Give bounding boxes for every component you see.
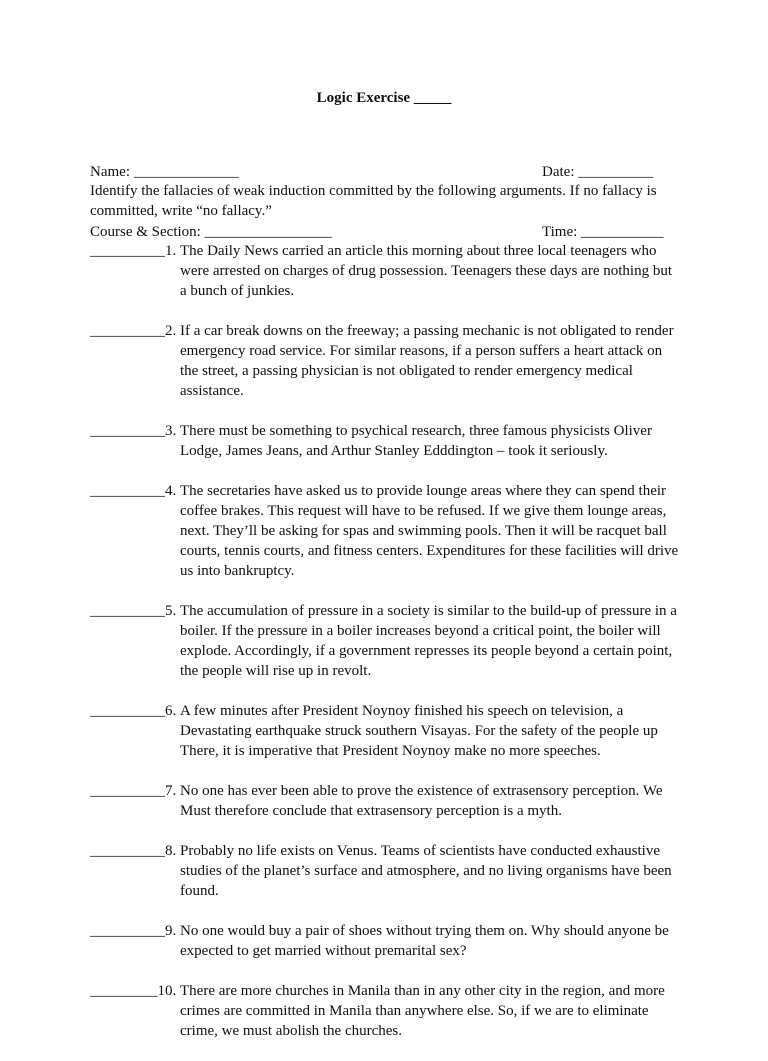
instructions: Identify the fallacies of weak induction committed by the following arguments. If no fallacy is committed, write “no fallacy.” (90, 183, 657, 219)
page-title: Logic Exercise _____ (316, 90, 452, 106)
course-section-field: Course & Section: _________________ (90, 224, 333, 240)
exercise-item (90, 981, 680, 1041)
exercise-item (90, 841, 680, 901)
exercise-list (90, 241, 680, 1061)
item-text: If a car break downs on the freeway; a passing mechanic is not obligated to render emergency road service. For similar reasons, if a person suffers a heart attack on the street, a passing physician is not obligated to render emergency medical assistance. (180, 323, 674, 399)
answer-blank: __________5. (90, 603, 177, 619)
item-text: The accumulation of pressure in a society is similar to the build-up of pressure in a boiler. If the pressure in a boiler increases beyond a critical point, the boiler will explode. Accordingly, if a government represses its people beyond a certain point, the people will rise up in revolt. (180, 603, 677, 679)
item-text: A few minutes after President Noynoy finished his speech on television, a Devastating earthquake struck southern Visayas. For the safety of the people up There, it is imperative that President Noynoy make no more speeches. (180, 703, 658, 759)
answer-blank: __________9. (90, 923, 177, 939)
exercise-item (90, 781, 680, 821)
answer-blank: __________1. (90, 243, 177, 259)
answer-blank: __________7. (90, 783, 177, 799)
item-text: The Daily News carried an article this morning about three local teenagers who were arrested on charges of drug possession. Teenagers these days are nothing but a bunch of junkies. (180, 243, 672, 299)
answer-blank: __________3. (90, 423, 177, 439)
answer-blank: __________2. (90, 323, 177, 339)
exercise-item (90, 481, 680, 581)
item-text: There are more churches in Manila than in any other city in the region, and more crimes are committed in Manila than anywhere else. So, if we are to eliminate crime, we must abolish the churches. (180, 983, 665, 1039)
date-field: Date: __________ (542, 164, 654, 180)
exercise-item (90, 701, 680, 761)
answer-blank: _________10. (90, 983, 177, 999)
answer-blank: __________6. (90, 703, 177, 719)
item-text: No one has ever been able to prove the existence of extrasensory perception. We Must therefore conclude that extrasensory perception is a myth. (180, 783, 663, 819)
item-text: Probably no life exists on Venus. Teams of scientists have conducted exhaustive studies of the planet’s surface and atmosphere, and no living organisms have been found. (180, 843, 672, 899)
item-text: The secretaries have asked us to provide lounge areas where they can spend their coffee brakes. This request will have to be refused. If we give them lounge areas, next. They’ll be asking for spas and swimming pools. Then it will be racquet ball courts, tennis courts, and fitness centers. Expenditures for these facilities will drive us into bankruptcy. (180, 483, 679, 579)
item-text: No one would buy a pair of shoes without trying them on. Why should anyone be expected to get married without premarital sex? (180, 923, 669, 959)
name-field: Name: ______________ (90, 164, 239, 180)
exercise-item (90, 921, 680, 961)
answer-blank: __________4. (90, 483, 177, 499)
answer-blank: __________8. (90, 843, 177, 859)
exercise-item (90, 421, 680, 461)
item-text: There must be something to psychical research, three famous physicists Oliver Lodge, James Jeans, and Arthur Stanley Edddington – took it seriously. (180, 423, 652, 459)
exercise-item (90, 241, 680, 301)
exercise-item (90, 321, 680, 401)
exercise-item (90, 601, 680, 681)
time-field: Time: ___________ (542, 224, 664, 240)
